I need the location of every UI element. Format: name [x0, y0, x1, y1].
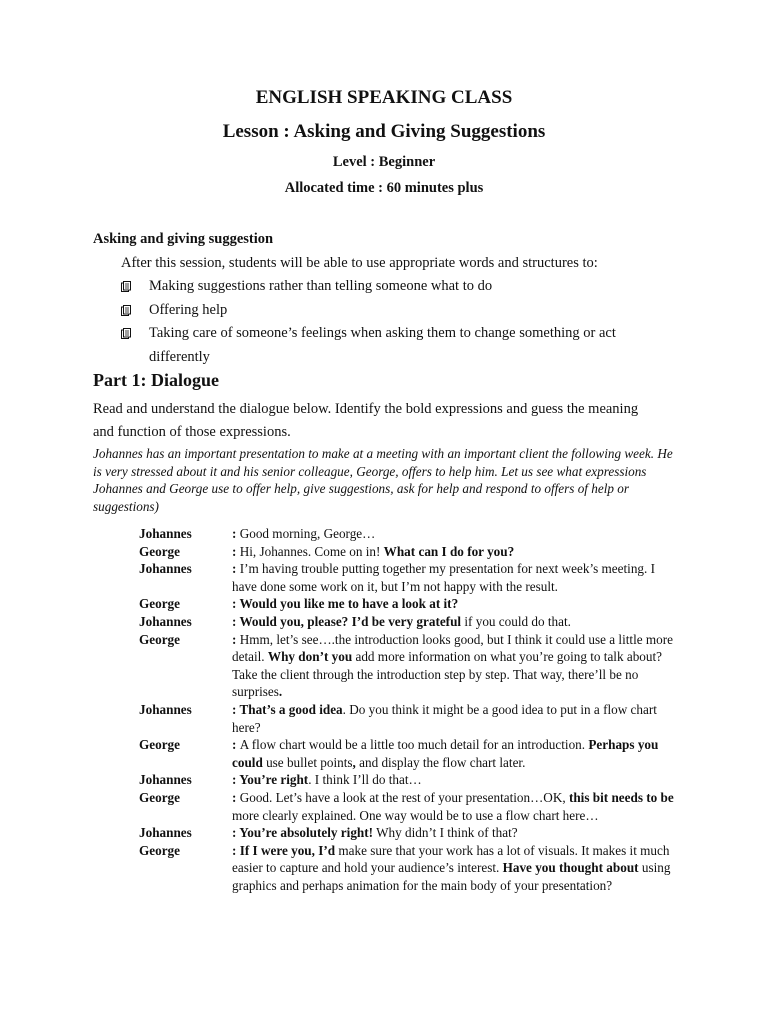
- dialogue-row: [139, 543, 679, 561]
- dialogue-text: . Do you think it might be a good idea to put in a flow chart here?: [232, 701, 657, 735]
- speaker-name: George: [139, 789, 181, 805]
- bold-expression: Perhaps you could: [232, 737, 659, 770]
- dialogue-row: [139, 613, 679, 631]
- part1-instruction: Read and understand the dialogue below. Identify the bold expressions and guess the meaning and function of those expressions.: [93, 401, 639, 440]
- level-label: Level : Beginner: [332, 154, 436, 170]
- dialogue-line: : A flow chart would be a little too much detail for an introduction. Perhaps you could use bullet points, and display the flow chart later.: [232, 737, 659, 770]
- bold-expression: Would you like me to have a look at it?: [239, 596, 459, 612]
- dialogue-line: : Hi, Johannes. Come on in! What can I do for you?: [232, 543, 515, 559]
- bold-expression: If I were you, I’d: [239, 842, 336, 858]
- page-title: ENGLISH SPEAKING CLASS: [255, 87, 513, 108]
- dialogue-row: [139, 560, 679, 595]
- dialogue-row: [139, 595, 679, 613]
- objective-item: [119, 322, 679, 369]
- dialogue-row: [139, 736, 679, 771]
- dialogue-row: [139, 525, 679, 543]
- dialogue-text: Good. Let’s have a look at the rest of your presentation…OK,: [239, 789, 569, 805]
- bold-expression: Have you thought about: [502, 860, 639, 876]
- dialogue-row: [139, 701, 679, 736]
- dialogue-text: A flow chart would be a little too much detail for an introduction.: [239, 737, 589, 753]
- dialogue-row: [139, 789, 679, 824]
- speaker-name: Johannes: [139, 825, 192, 841]
- speaker-name: George: [139, 596, 181, 612]
- dialogue-row: [139, 842, 679, 895]
- bold-expression: .: [278, 684, 283, 700]
- speaker-name: George: [139, 543, 181, 559]
- dialogue-line: : Would you like me to have a look at it?: [232, 596, 459, 612]
- bold-expression: That’s a good idea: [239, 701, 343, 717]
- allocated-time-label: Allocated time : 60 minutes plus: [284, 180, 484, 196]
- bold-expression: You’re absolutely right!: [239, 825, 374, 841]
- objective-text: Taking care of someone’s feelings when asking them to change something or act differently: [149, 325, 616, 365]
- objectives-heading: Asking and giving suggestion: [93, 231, 274, 247]
- dialogue-line: : Would you, please? I’d be very grateful if you could do that.: [232, 613, 571, 629]
- speaker-name: Johannes: [139, 613, 192, 629]
- dialogue-row: [139, 771, 679, 789]
- dialogue-line: : If I were you, I’d make sure that your work has a lot of visuals. It makes it much easier to capture and hold your audience’s interest. Have you thought about using graphics and perhaps animation for the main body of your presentation?: [232, 842, 671, 893]
- dialogue-text: Hmm, let’s see….the introduction looks good, but I think it could use a little more detail.: [232, 631, 673, 665]
- dialogue-line: : You’re absolutely right! Why didn’t I think of that?: [232, 825, 518, 841]
- dialogue-line: : I’m having trouble putting together my presentation for next week’s meeting. I have done some work on it, but I’m not happy with the result.: [232, 561, 655, 594]
- bold-expression: You’re right: [239, 772, 309, 788]
- dialogue-table: [139, 525, 679, 894]
- dialogue-text: Why didn’t I think of that?: [373, 825, 518, 841]
- objective-text: Making suggestions rather than telling someone what to do: [149, 278, 493, 294]
- dialogue-text: make sure that your work has a lot of visuals. It makes it much easier to capture and hold your audience’s interest.: [232, 842, 670, 876]
- speaker-name: Johannes: [139, 526, 192, 541]
- dialogue-text: and display the flow chart later.: [355, 754, 526, 770]
- speaker-name: Johannes: [139, 701, 192, 717]
- dialogue-text: more clearly explained. One way would be to use a flow chart here…: [232, 807, 599, 823]
- dialogue-text: use bullet points: [262, 754, 353, 770]
- objective-item: [119, 299, 679, 323]
- dialogue-line: : Good morning, George…: [232, 526, 376, 541]
- part1-title: Part 1: Dialogue: [93, 370, 219, 390]
- dialogue-line: : That’s a good idea. Do you think it might be a good idea to put in a flow chart here?: [232, 701, 657, 735]
- dialogue-text: using graphics and perhaps animation for the main body of your presentation?: [232, 860, 671, 893]
- dialogue-text: I’m having trouble putting together my presentation for next week’s meeting. I have done some work on it, but I’m not happy with the result.: [232, 561, 655, 594]
- bold-expression: this bit needs to be: [568, 789, 674, 805]
- dialogue-context: Johannes has an important presentation to make at a meeting with an important client the following week. He is very stressed about it and his senior colleague, George, offers to help him. Let us see what expressions Johannes and George use to offer help, give suggestions, ask for help and respond to offers of help or suggestions): [93, 446, 673, 514]
- bold-expression: Would you, please? I’d be very grateful: [239, 613, 462, 629]
- book-icon: [121, 328, 131, 339]
- dialogue-line: : Good. Let’s have a look at the rest of your presentation…OK, this bit needs to be more clearly explained. One way would be to use a flow chart here…: [232, 789, 674, 823]
- speaker-name: George: [139, 737, 181, 753]
- speaker-name: Johannes: [139, 561, 192, 577]
- dialogue-text: . I think I’ll do that…: [308, 772, 422, 788]
- dialogue-row: [139, 824, 679, 842]
- objectives-intro: After this session, students will be able to use appropriate words and structures to:: [121, 255, 598, 271]
- bold-expression: ,: [352, 754, 356, 770]
- lesson-title: Lesson : Asking and Giving Suggestions: [222, 121, 546, 142]
- dialogue-text: Good morning, George…: [239, 526, 376, 541]
- dialogue-text: if you could do that.: [461, 613, 571, 629]
- speaker-name: George: [139, 631, 181, 647]
- objectives-list: [119, 275, 679, 369]
- dialogue-line: : You’re right. I think I’ll do that…: [232, 772, 422, 788]
- bold-expression: Why don’t you: [267, 649, 353, 665]
- speaker-name: Johannes: [139, 772, 192, 788]
- dialogue-row: [139, 631, 679, 701]
- speaker-name: George: [139, 842, 181, 858]
- book-icon: [121, 281, 131, 292]
- objective-item: [119, 275, 679, 299]
- dialogue-text: add more information on what you’re going to talk about? Take the client through the introduction step by step. That way, there’ll be no surprises: [232, 649, 663, 700]
- dialogue-text: Hi, Johannes. Come on in!: [239, 543, 384, 559]
- bold-expression: What can I do for you?: [383, 543, 515, 559]
- objective-text: Offering help: [149, 301, 228, 318]
- book-icon: [121, 305, 131, 316]
- dialogue-line: : Hmm, let’s see….the introduction looks good, but I think it could use a little more detail. Why don’t you add more information on what you’re going to talk about? Take the client through the introduction step by step. That way, there’ll be no surprises.: [232, 631, 673, 700]
